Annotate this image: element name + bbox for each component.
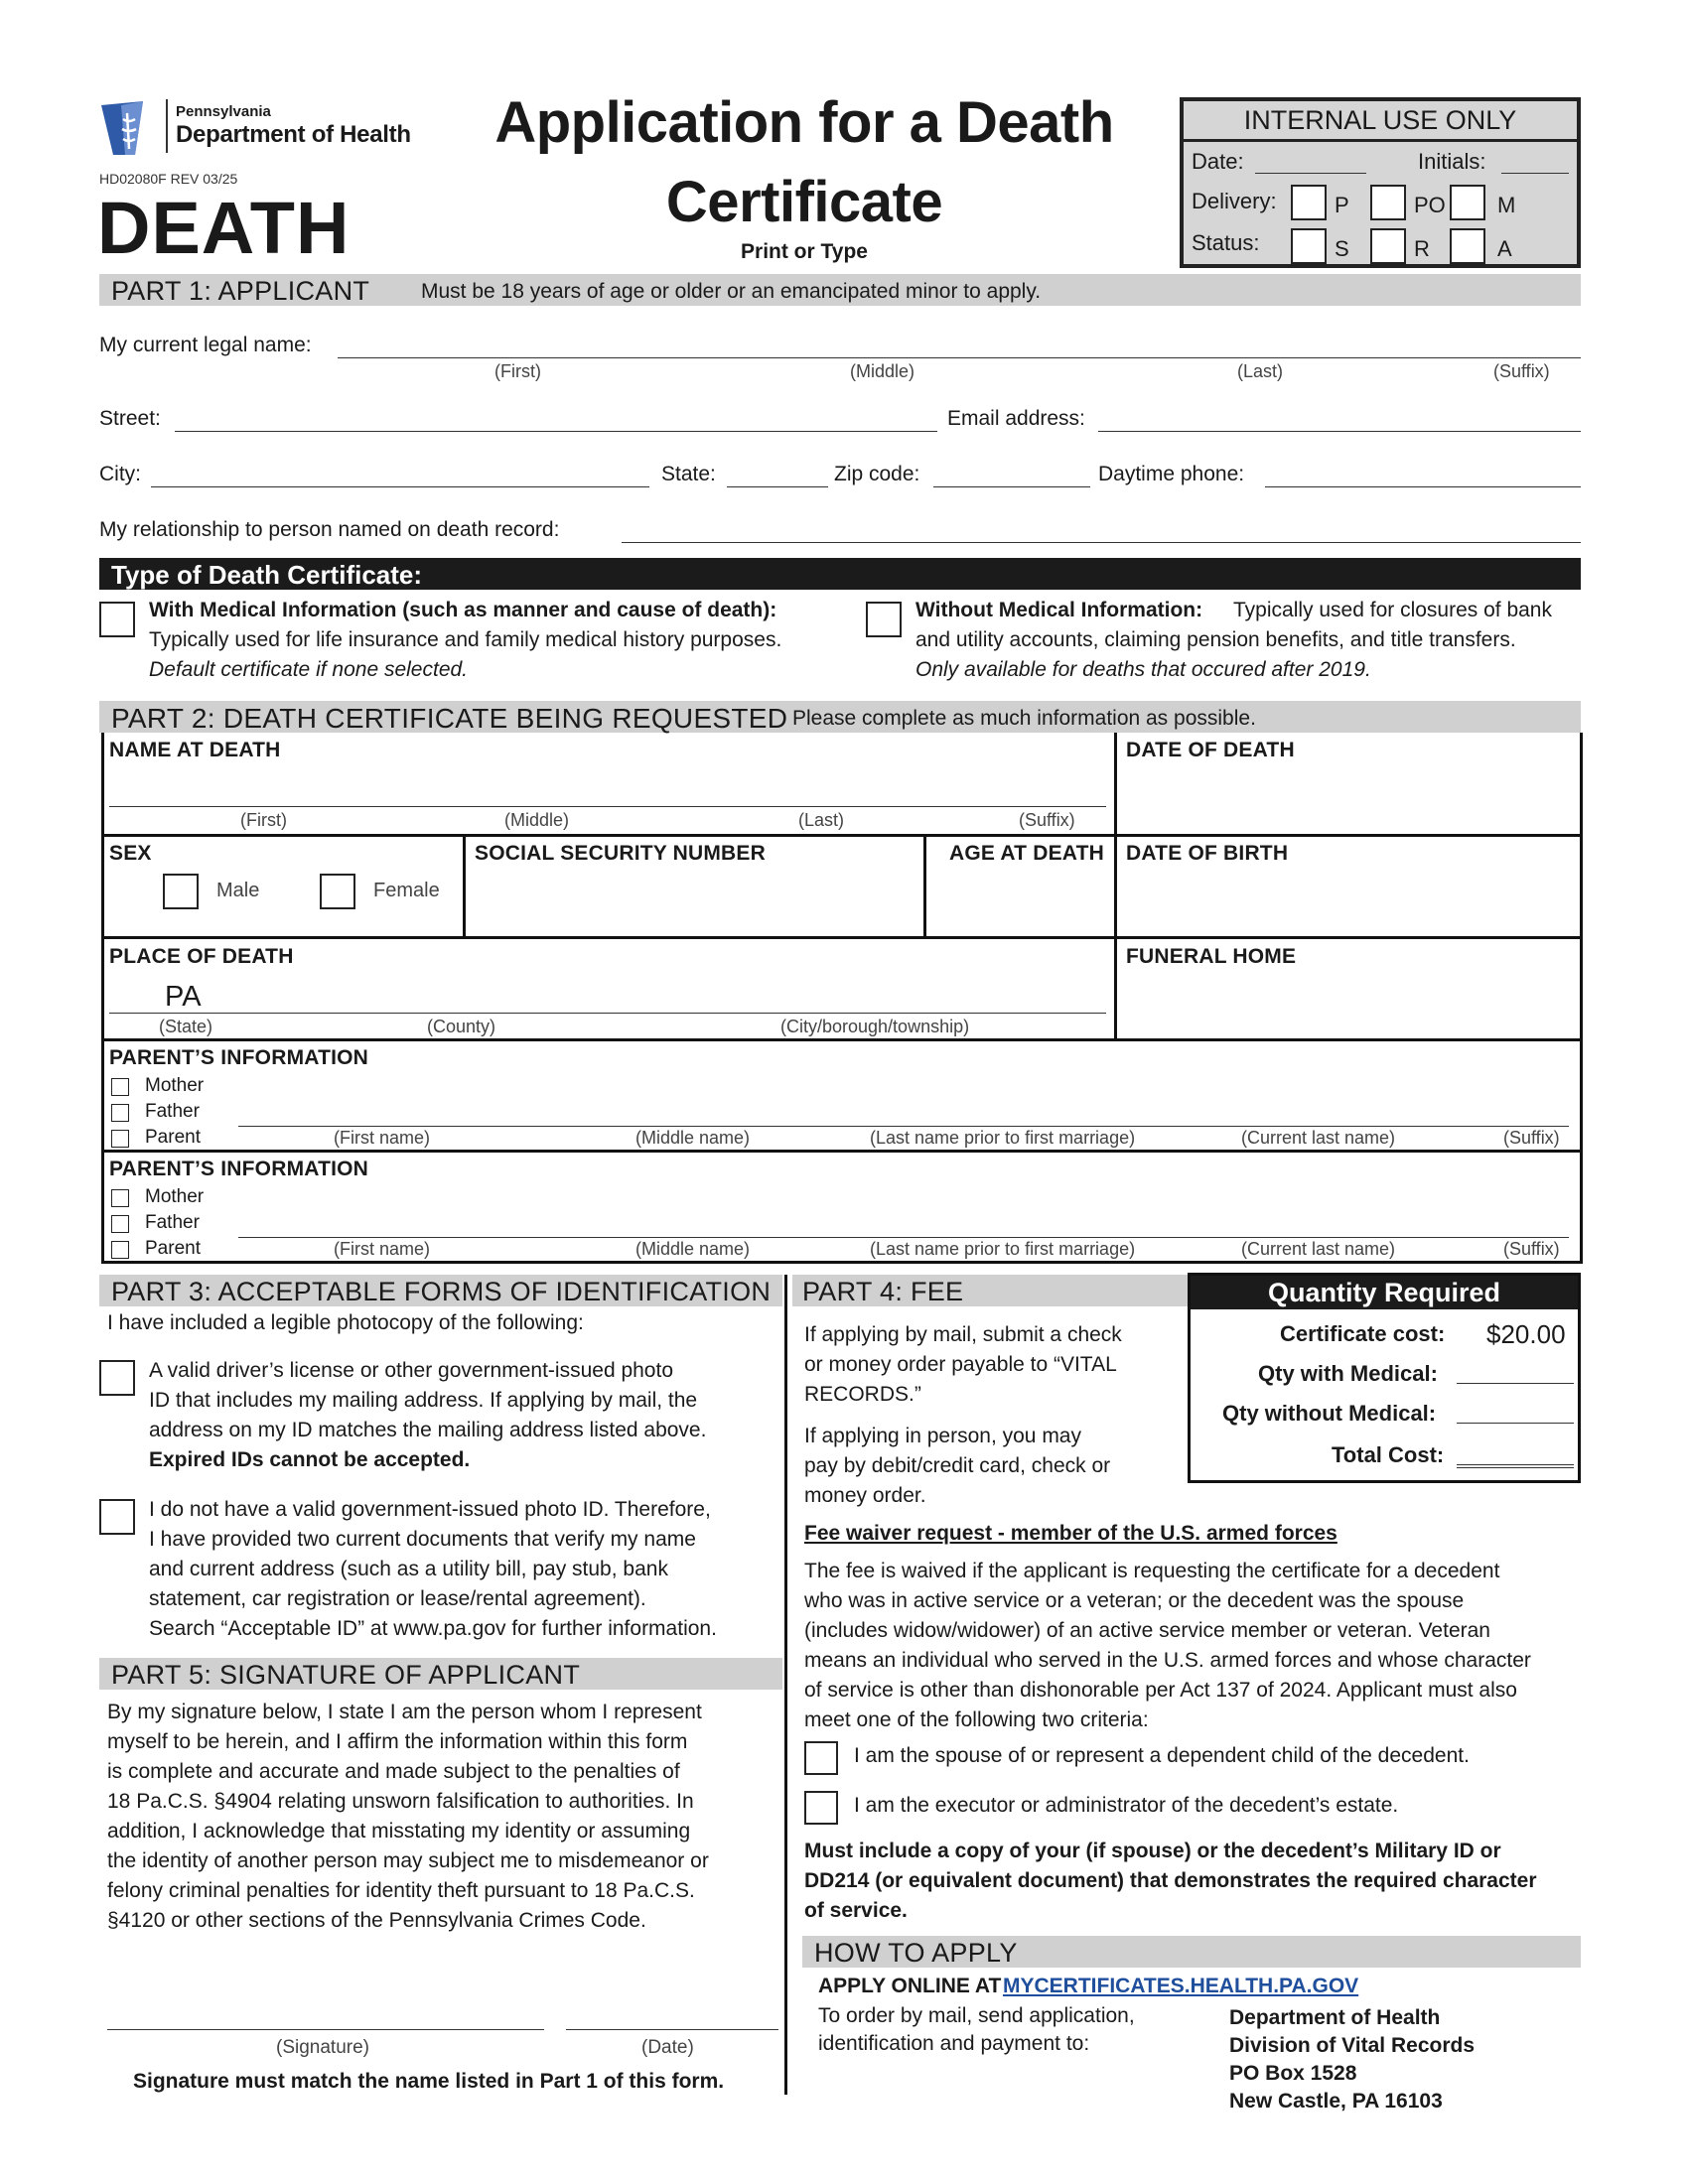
age-at-death-input[interactable] [933,872,1108,929]
fee-waiver-l4: means an individual who served in the U.S. armed forces and whose character [804,1649,1531,1672]
parent2-parent-label: Parent [145,1238,201,1259]
parent1-suffix-caption: (Suffix) [1503,1128,1560,1148]
sex-female-checkbox[interactable] [320,874,355,909]
page-title-line1: Application for a Death [494,90,1114,155]
sex-male-checkbox[interactable] [163,874,199,909]
fee-waiver-l6: meet one of the following two criteria: [804,1708,1149,1731]
mail-instructions-l1: To order by mail, send application, [818,2004,1135,2027]
fee-mail-l3: RECORDS.” [804,1383,921,1406]
fee-waiver-l1: The fee is waived if the applicant is requesting the certificate for a decedent [804,1560,1500,1582]
type-title: Type of Death Certificate: [111,560,423,590]
mail-instructions-l2: identification and payment to: [818,2032,1090,2055]
parent1-first-caption: (First name) [334,1128,431,1148]
legal-name-input[interactable] [338,334,1581,358]
fee-mail-l1: If applying by mail, submit a check [804,1323,1122,1346]
id-option1-l3: address on my ID matches the mailing address listed above. [149,1419,707,1441]
city-input[interactable] [151,463,649,487]
place-county-caption: (County) [427,1017,496,1036]
signature-must-match: Signature must match the name listed in Part 1 of this form. [133,2070,725,2093]
how-to-apply-header [802,1936,1581,1968]
parent2-father-label: Father [145,1212,200,1233]
ssn-input[interactable] [475,872,912,929]
part5-l7: felony criminal penalties for identity theft pursuant to 18 Pa.C.S. [107,1879,695,1902]
part1-header [99,274,1581,306]
mail-address-l3: PO Box 1528 [1229,2062,1357,2085]
id-option1-checkbox[interactable] [99,1360,135,1396]
parent2-father-checkbox[interactable] [111,1215,129,1233]
status-a-checkbox[interactable] [1450,228,1485,264]
agency-line1: Pennsylvania [176,103,271,120]
status-r-checkbox[interactable] [1370,228,1406,264]
apply-online-link[interactable]: MYCERTIFICATES.HEALTH.PA.GOV [1003,1975,1359,1997]
id-option2-l5: Search “Acceptable ID” at www.pa.gov for further information. [149,1617,717,1640]
part4-header [792,1275,1190,1306]
fee-waiver-title: Fee waiver request - member of the U.S. armed forces [804,1522,1337,1545]
id-option2-l2: I have provided two current documents that verify my name [149,1528,696,1551]
qty-without-medical-input[interactable] [1457,1401,1574,1424]
fee-waiver-l3: (includes widow/widower) of an active service member or veteran. Veteran [804,1619,1490,1642]
waiver-must-l3: of service. [804,1899,908,1922]
parent2-current-caption: (Current last name) [1241,1239,1396,1259]
zip-label: Zip code: [834,463,920,485]
parent2-first-caption: (First name) [334,1239,431,1259]
waiver-criteria2-label: I am the executor or administrator of the decedent’s estate. [854,1794,1399,1817]
parent2-name-input[interactable] [238,1213,1569,1238]
id-option2-l4: statement, car registration or lease/rental agreement). [149,1587,646,1610]
delivery-po-checkbox[interactable] [1370,185,1406,220]
with-medical-checkbox[interactable] [99,602,135,637]
status-s-label: S [1335,236,1349,261]
legal-name-label: My current legal name: [99,334,312,356]
email-input[interactable] [1098,407,1581,432]
type-header [99,558,1581,590]
apply-online-prefix: APPLY ONLINE AT [818,1975,1002,1997]
id-option1-l4: Expired IDs cannot be accepted. [149,1448,471,1471]
part2-note: Please complete as much information as possible. [792,707,1256,730]
waiver-criteria2-checkbox[interactable] [804,1791,838,1825]
place-of-death-input[interactable] [109,981,1106,1014]
mail-address-l1: Department of Health [1229,2006,1441,2029]
fee-mail-l2: or money order payable to “VITAL [804,1353,1117,1376]
parent2-last-prior-caption: (Last name prior to first marriage) [870,1239,1136,1259]
with-medical-title: With Medical Information (such as manner and cause of death): [149,599,777,621]
qty-without-medical-label: Qty without Medical: [1222,1401,1437,1426]
with-medical-note: Default certificate if none selected. [149,658,469,681]
place-of-death-label: PLACE OF DEATH [109,945,294,968]
email-label: Email address: [947,407,1085,430]
nad-last-caption: (Last) [798,810,845,830]
part5-l3: is complete and accurate and made subject to the penalties of [107,1760,680,1783]
place-city-caption: (City/borough/township) [780,1017,970,1036]
print-or-type: Print or Type [741,240,868,263]
parent1-last-prior-caption: (Last name prior to first marriage) [870,1128,1136,1148]
part3-title: PART 3: ACCEPTABLE FORMS OF IDENTIFICATION [111,1277,772,1306]
delivery-po-label: PO [1414,193,1446,217]
phone-label: Daytime phone: [1098,463,1245,485]
date-of-birth-input[interactable] [1122,872,1569,929]
sex-female-label: Female [373,880,440,901]
mail-address-l2: Division of Vital Records [1229,2034,1476,2057]
parent1-current-caption: (Current last name) [1241,1128,1396,1148]
part3-intro: I have included a legible photocopy of the following: [107,1311,584,1334]
parent1-title: PARENT’S INFORMATION [109,1046,369,1069]
funeral-home-label: FUNERAL HOME [1126,945,1297,968]
waiver-criteria1-label: I am the spouse of or represent a dependent child of the decedent. [854,1744,1470,1767]
city-label: City: [99,463,141,485]
nad-suffix-caption: (Suffix) [1019,810,1075,830]
nad-middle-caption: (Middle) [504,810,570,830]
quantity-box [1188,1273,1581,1483]
date-of-birth-label: DATE OF BIRTH [1126,842,1289,865]
id-option1-l2: ID that includes my mailing address. If applying by mail, the [149,1389,698,1412]
quantity-title: Quantity Required [1267,1278,1501,1307]
legal-name-suffix-caption: (Suffix) [1493,361,1550,381]
delivery-m-label: M [1497,193,1516,217]
parent2-mother-label: Mother [145,1186,205,1207]
street-label: Street: [99,407,161,430]
name-at-death-label: NAME AT DEATH [109,739,281,761]
zip-input[interactable] [933,463,1090,487]
part5-l4: 18 Pa.C.S. §4904 relating unsworn falsification to authorities. In [107,1790,694,1813]
state-label: State: [661,463,716,485]
name-at-death-input[interactable] [109,776,1106,807]
status-s-checkbox[interactable] [1291,228,1327,264]
form-type-word: DEATH [97,187,351,269]
part2-header [99,701,1581,733]
fee-person-l1: If applying in person, you may [804,1425,1081,1447]
place-state-caption: (State) [159,1017,213,1036]
part5-l2: myself to be herein, and I affirm the information within this form [107,1730,688,1753]
part1-title: PART 1: APPLICANT [111,276,370,306]
delivery-p-checkbox[interactable] [1291,185,1327,220]
total-cost-label: Total Cost: [1332,1442,1445,1467]
internal-use-box [1180,97,1581,268]
pa-keystone-logo-icon [99,99,159,157]
legal-name-first-caption: (First) [494,361,541,381]
id-option2-l1: I do not have a valid government-issued photo ID. Therefore, [149,1498,711,1521]
signature-input[interactable] [107,1989,544,2030]
parent2-mother-checkbox[interactable] [111,1189,129,1207]
nad-first-caption: (First) [240,810,287,830]
street-input[interactable] [175,407,937,432]
legal-name-middle-caption: (Middle) [850,361,915,381]
parent1-mother-checkbox[interactable] [111,1078,129,1096]
signature-caption: (Signature) [276,2037,369,2058]
parent1-father-label: Father [145,1101,200,1122]
signature-date-caption: (Date) [641,2037,694,2058]
how-to-apply-title: HOW TO APPLY [814,1938,1018,1968]
part5-title: PART 5: SIGNATURE OF APPLICANT [111,1660,581,1690]
parent1-father-checkbox[interactable] [111,1104,129,1122]
waiver-must-l2: DD214 (or equivalent document) that demonstrates the required character [804,1869,1537,1892]
delivery-m-checkbox[interactable] [1450,185,1485,220]
without-medical-note: Only available for deaths that occured after 2019. [915,658,1371,681]
status-a-label: A [1497,236,1512,261]
cert-cost-value: $20.00 [1486,1319,1566,1349]
part5-header [99,1658,782,1690]
parent2-middle-caption: (Middle name) [635,1239,751,1259]
delivery-p-label: P [1335,193,1349,217]
fee-waiver-l5: of service is other than dishonorable per Act 137 of 2024. Applicant must also [804,1679,1517,1702]
with-medical-desc: Typically used for life insurance and family medical history purposes. [149,628,782,651]
parent2-suffix-caption: (Suffix) [1503,1239,1560,1259]
agency-line2: Department of Health [176,121,411,148]
waiver-must-l1: Must include a copy of your (if spouse) or the decedent’s Military ID or [804,1840,1501,1862]
part5-l1: By my signature below, I state I am the person whom I represent [107,1701,702,1723]
age-at-death-label: AGE AT DEATH [949,842,1105,865]
sex-male-label: Male [216,880,260,901]
sex-label: SEX [109,842,152,865]
id-option1-l1: A valid driver’s license or other government-issued photo [149,1359,674,1382]
funeral-home-input[interactable] [1122,975,1569,1032]
without-medical-checkbox[interactable] [866,602,902,637]
qty-medical-label: Qty with Medical: [1258,1361,1438,1386]
fee-person-l2: pay by debit/credit card, check or [804,1454,1111,1477]
id-option2-l3: and current address (such as a utility bill, pay stub, bank [149,1558,668,1580]
waiver-criteria1-checkbox[interactable] [804,1741,838,1775]
fee-waiver-l2: who was in active service or a veteran; or the decedent was the spouse [804,1589,1465,1612]
internal-delivery-label: Delivery: [1192,189,1277,213]
qty-medical-input[interactable] [1457,1361,1574,1384]
parent2-title: PARENT’S INFORMATION [109,1158,369,1180]
form-code: HD02080F REV 03/25 [99,171,238,187]
internal-use-title: INTERNAL USE ONLY [1243,105,1517,135]
part2-title: PART 2: DEATH CERTIFICATE BEING REQUESTED [111,703,788,734]
part4-title: PART 4: FEE [802,1277,964,1306]
part3-header [99,1275,782,1306]
place-state-value: PA [165,981,202,1013]
date-of-death-label: DATE OF DEATH [1126,739,1295,761]
signature-date-input[interactable] [566,1989,778,2030]
cert-cost-label: Certificate cost: [1280,1321,1446,1346]
part1-note: Must be 18 years of age or older or an emancipated minor to apply. [421,280,1042,303]
parent1-name-input[interactable] [238,1102,1569,1127]
part5-l5: addition, I acknowledge that misstating my identity or assuming [107,1820,691,1843]
internal-date-label: Date: [1192,149,1244,174]
without-medical-title: Without Medical Information: [915,599,1203,621]
state-input[interactable] [727,463,828,487]
ssn-label: SOCIAL SECURITY NUMBER [475,842,766,865]
parent1-mother-label: Mother [145,1075,205,1096]
parent2-parent-checkbox[interactable] [111,1241,129,1259]
relationship-input[interactable] [622,518,1581,543]
without-medical-desc2: and utility accounts, claiming pension benefits, and title transfers. [915,628,1516,651]
without-medical-desc1: Typically used for closures of bank [1233,599,1552,621]
internal-status-label: Status: [1192,230,1260,255]
parent1-parent-label: Parent [145,1127,201,1148]
date-of-death-input[interactable] [1122,768,1569,828]
id-option2-checkbox[interactable] [99,1499,135,1535]
part5-l8: §4120 or other sections of the Pennsylvania Crimes Code. [107,1909,646,1932]
legal-name-last-caption: (Last) [1237,361,1284,381]
page-title-line2: Certificate [665,170,943,234]
mail-address-l4: New Castle, PA 16103 [1229,2090,1443,2113]
total-cost-input[interactable] [1457,1442,1574,1468]
parent1-middle-caption: (Middle name) [635,1128,751,1148]
relationship-label: My relationship to person named on death record: [99,518,560,541]
fee-person-l3: money order. [804,1484,926,1507]
phone-input[interactable] [1265,463,1581,487]
parent1-parent-checkbox[interactable] [111,1130,129,1148]
status-r-label: R [1414,236,1430,261]
part5-l6: the identity of another person may subject me to misdemeanor or [107,1849,709,1872]
internal-initials-label: Initials: [1418,149,1486,174]
